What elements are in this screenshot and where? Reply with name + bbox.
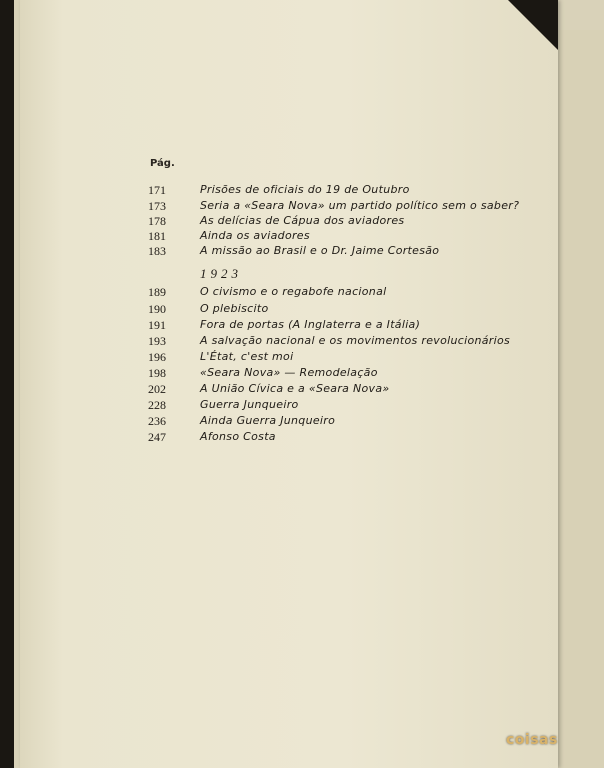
toc-page-number: 189 xyxy=(148,285,166,299)
toc-title: «Seara Nova» — Remodelação xyxy=(200,366,378,379)
toc-title: A missão ao Brasil e o Dr. Jaime Cortesão xyxy=(200,244,440,257)
toc-page-number: 228 xyxy=(148,398,166,412)
toc-title: Afonso Costa xyxy=(200,430,276,443)
toc-page-number: 173 xyxy=(148,199,166,213)
toc-title: Seria a «Seara Nova» um partido político sem o saber? xyxy=(200,199,520,212)
page-column-label: Pág. xyxy=(150,158,175,169)
toc-title: Ainda os aviadores xyxy=(200,229,310,242)
page-corner xyxy=(508,0,558,50)
watermark-logo: coisas xyxy=(506,732,558,748)
toc-title: Fora de portas (A Inglaterra e a Itália) xyxy=(200,318,421,331)
page-edge xyxy=(556,30,604,768)
toc-page-number: 247 xyxy=(148,430,166,444)
toc-page-number: 171 xyxy=(148,183,166,197)
toc-page-number: 183 xyxy=(148,244,166,258)
toc-page-number: 198 xyxy=(148,366,166,380)
toc-page-number: 202 xyxy=(148,382,166,396)
toc-page-number: 193 xyxy=(148,334,166,348)
toc-title: A salvação nacional e os movimentos revolucionários xyxy=(200,334,511,347)
toc-page-number: 196 xyxy=(148,350,166,364)
toc-title: As delícias de Cápua dos aviadores xyxy=(200,214,405,227)
toc-title: L'État, c'est moi xyxy=(200,350,294,363)
toc-title: Prisões de oficiais do 19 de Outubro xyxy=(200,183,410,196)
toc-title: Ainda Guerra Junqueiro xyxy=(200,414,336,427)
toc-title: Guerra Junqueiro xyxy=(200,398,299,411)
toc-page-number: 190 xyxy=(148,302,166,316)
toc-title: O civismo e o regabofe nacional xyxy=(200,285,387,298)
toc-title: A União Cívica e a «Seara Nova» xyxy=(200,382,390,395)
toc-page-number: 191 xyxy=(148,318,166,332)
toc-page-number: 181 xyxy=(148,229,166,243)
year-heading: 1923 xyxy=(200,266,242,281)
toc-page-number: 178 xyxy=(148,214,166,228)
toc-title: O plebiscito xyxy=(200,302,269,315)
toc-page-number: 236 xyxy=(148,414,166,428)
